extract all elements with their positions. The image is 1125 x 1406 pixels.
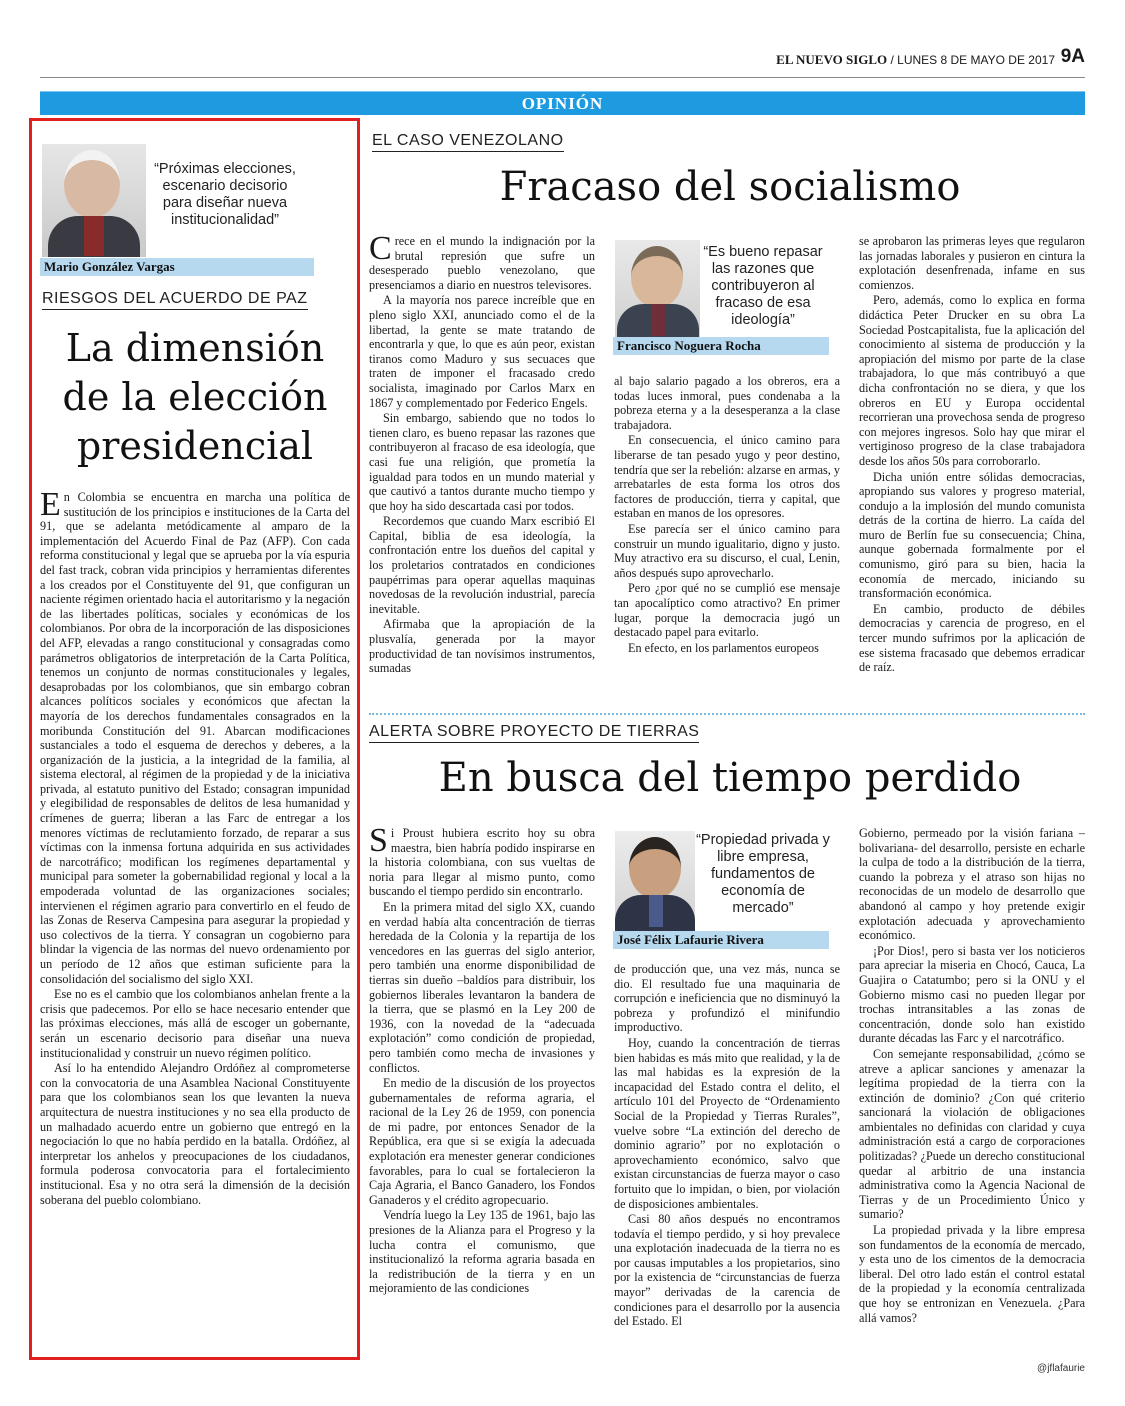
paragraph: En la primera mitad del siglo XX, cuando en verdad había alta concentración de tierras heredada de la Colonia y la repartija de los vencedores en las guerras del siglo anterior, pero también una enorme disponibilidad de tierras sin dueño –baldíos para distribuir, los gobiernos liberales levantaron la bandera de la tierra, que se plasmó en la Ley 200 de 1936, con la novedad de la “adecuada explotación” como condición de propiedad, pero también como mecha de invasiones y conflictos. bbox=[369, 899, 595, 1075]
issue-date: / LUNES 8 DE MAYO DE 2017 bbox=[887, 53, 1055, 67]
paragraph: Pero ¿por qué no se cumplió ese mensaje tan apocalíptico como atractivo? En primer lugar, porque la democracia jugó un destacado papel para evitarlo. bbox=[614, 581, 840, 640]
paragraph: Casi 80 años después no encontramos todavía el tiempo perdido, y si hoy prevalece una explotación inadecuada de la tierra no es por causas imputables a los propietarios, sino por la existencia de “circunstancias de fuerza mayor” derivadas de la carencia de condiciones para el desarrollo por la ausencia del Estado. El bbox=[614, 1212, 840, 1329]
drop-cap: C bbox=[369, 234, 392, 267]
author-photo-lafaurie bbox=[615, 831, 695, 931]
article-body-col2 bbox=[614, 962, 840, 1352]
pull-quote: “Propiedad privada y libre empresa, fundamentos de economía de mercado” bbox=[696, 832, 830, 916]
drop-cap: E bbox=[40, 490, 61, 523]
kicker: RIESGOS DEL ACUERDO DE PAZ bbox=[42, 290, 308, 310]
author-name-bar: José Félix Lafaurie Rivera bbox=[613, 931, 829, 949]
article-divider bbox=[369, 713, 1085, 715]
paragraph: En medio de la discusión de los proyectos gubernamentales de reforma agraria, el racional de la Ley 26 de 1959, con ponencia de mi padre, por entonces Senador de la República, era que si se exigía la adecuada explotación era menester generar condiciones favorables, para lo cual se fortalecieron la Caja Agraria, el Banco Ganadero, los Fondos Ganaderos y el crédito agropecuario. bbox=[369, 1076, 595, 1207]
author-name-bar: Mario González Vargas bbox=[40, 258, 314, 276]
paragraph bbox=[369, 234, 595, 292]
paragraph: La propiedad privada y la libre empresa son fundamentos de la economía de mercado, y esta uno de los cimentos de la democracia liberal. Del otro lado están el control estatal de la propiedad y la economía centralizada que hoy se entronizan en Venezuela. ¿Para allá vamos? bbox=[859, 1223, 1085, 1325]
article-body-col1 bbox=[369, 234, 595, 694]
paragraph: En consecuencia, el único camino para liberarse de tan pesado yugo y peor destino, tendría que ser la rebelión: alzarse en armas, y arrebatarles de esta forma los otros dos factores de producción, tierra y capital, que estaban en manos de los opresores. bbox=[614, 433, 840, 521]
paragraph: Vendría luego la Ley 135 de 1961, bajo las presiones de la Alianza para el Progreso y la lucha contra el comunismo, que institucionalizó la reforma agraria basada en la redistribución de la tierra y en un mejoramiento de las condiciones bbox=[369, 1208, 595, 1296]
headline: Fracaso del socialismo bbox=[499, 164, 961, 210]
masthead-date bbox=[776, 52, 1055, 68]
pull-quote: “Próximas elecciones, escenario decisorio para diseñar nueva institucionalidad” bbox=[154, 161, 296, 228]
pull-quote: “Es bueno repasar las razones que contribuyeron al fracaso de esa ideología” bbox=[703, 244, 823, 328]
paragraph: Afirmaba que la apropiación de la plusvalía, generada por la mayor productividad de tan novísimos instrumentos, sumadas bbox=[369, 617, 595, 676]
paragraph: Pero, además, como lo explica en forma didáctica Peter Drucker en su obra La Sociedad Postcapitalista, fue la aplicación del conocimiento al sistema de producción y la apropiación del mismo por parte de la clase trabajadora, lo que más contribuyó a que dicha confrontación no se diera, y que los obreros en EU y Europa occidental recorrieran una provechosa senda de progreso con mejores ingresos. Solo hay que mirar el vertiginoso progreso de la clase trabajadora desde los años 50s para corroborarlo. bbox=[859, 293, 1085, 468]
paragraph: Hoy, cuando la concentración de tierras bien habidas es más mito que realidad, y la de las mal habidas es la expresión de la incapacidad del Estado contra el delito, el artículo 101 del Proyecto de “Ordenamiento Social de la Propiedad y Tierras Rurales”, vuelve sobre “La extinción del derecho de dominio agrario” por no explotación o aprovechamiento económico, salvo que existan circunstancias de fuerza mayor o caso fortuito que lo impidan, o bien, por violación de disposiciones ambientales. bbox=[614, 1035, 840, 1211]
article-body bbox=[40, 490, 350, 1350]
article-body-col1 bbox=[369, 826, 595, 1352]
paragraph: Recordemos que cuando Marx escribió El Capital, biblia de esa ideología, la confrontación entre los dueños del capital y los proletarios contratados en condiciones paupérrimas para operar aquellas maquinas novedosas de la revolución industrial, parecía inevitable. bbox=[369, 514, 595, 616]
paragraph: se aprobaron las primeras leyes que regularon las jornadas laborales y pusieron en cintura la explotación desenfrenada, infame en sus comienzos. bbox=[859, 234, 1085, 292]
section-title: OPINIÓN bbox=[521, 94, 604, 113]
paragraph bbox=[40, 490, 350, 986]
paragraph: Con semejante responsabilidad, ¿cómo se atreve a aplicar sanciones y amenazar la legítima propiedad de la tierra con la extinción de dominio? ¿Con qué criterio sancionará la violación de obligaciones ambientales no definidas con claridad y cuya administración está a cargo de corporaciones politizadas? ¿Puede un derecho constitucional quedar al arbitrio de una instancia administrativa como la Agencia Nacional de Tierras y de un Procedimiento Único y sumario? bbox=[859, 1046, 1085, 1222]
drop-cap: S bbox=[369, 826, 388, 859]
paragraph: Ese parecía ser el único camino para construir un mundo igualitario, digno y justo. Muy atractivo era su discurso, el cual, Lenin, años después supo aprovecharlo. bbox=[614, 521, 840, 580]
paragraph: Sin embargo, sabiendo que no todos lo tienen claro, es bueno repasar las razones que contribuyeron al fracaso de esa ideología, que casi fue una religión, que prometía la igualdad para todos en un mundo material y que cautivó a tantos durante mucho tiempo y que hoy ha sido descartada casi por todos. bbox=[369, 411, 595, 513]
paragraph: En efecto, en los parlamentos europeos bbox=[628, 640, 819, 655]
paragraph: Gobierno, permeado por la visión fariana –bolivariana- del desarrollo, persiste en echarle la culpa de todo a la distribución de la tierra, cuando la pobreza y el atraso son hijas no reconocidas de un modelo de desarrollo que abandonó al campo y hoy pretende exigir explotación adecuada y aprovechamiento económico. bbox=[859, 826, 1085, 943]
paragraph: Dicha unión entre sólidas democracias, apropiando sus valores y progreso material, condujo a la implosión del mundo comunista detrás de la cortina de hierro. La caída del muro de Berlín fue su consecuencia; China, aunque gobernada formalmente por el comunismo, giró para su bien, hacia la economía de mercado, iniciando su transformación económica. bbox=[859, 469, 1085, 601]
paragraph: de producción que, una vez más, nunca se dio. El resultado fue una maquinaria de corrupción e ineficiencia que no disminuyó la pobreza y profundizó el minifundio improductivo. bbox=[614, 962, 840, 1035]
headline: En busca del tiempo perdido bbox=[438, 755, 1022, 801]
paragraph: Así lo ha entendido Alejandro Ordóñez al comprometerse con la convocatoria de una Asamblea Nacional Constituyente para que los colombianos sean los que levanten la nueva arquitectura de nuestra instituciones y no sea ella producto de un malhadado acuerdo entre un gobierno que entregó en la negociación lo que no había perdido en la batalla. Ordóñez, al interpretar los anhelos y preocupaciones de los ciudadanos, formula poderosa convocatoria para el fortalecimiento institucional. Esa y no otra será la dimensión de la decisión soberana del pueblo colombiano. bbox=[40, 1061, 350, 1207]
paragraph bbox=[369, 826, 595, 899]
headline: La dimensión de la elección presidencial bbox=[62, 326, 328, 468]
paragraph: al bajo salario pagado a los obreros, era a todas luces inmoral, pues condenaba a la pobreza eterna y a la desesperanza a la clase trabajadora. bbox=[614, 374, 840, 432]
author-photo-gonzalez bbox=[42, 144, 146, 257]
author-name-bar: Francisco Noguera Rocha bbox=[613, 337, 829, 355]
twitter-handle[interactable]: @jflafaurie bbox=[1037, 1363, 1085, 1374]
paragraph: Ese no es el cambio que los colombianos anhelan frente a la crisis que padecemos. Por ello se hace necesario entender que las próximas elecciones, más allá de escoger un gobernante, serán un escenario decisorio para diseñar una nueva institucionalidad y construir un nuevo régimen político. bbox=[40, 987, 350, 1060]
author-photo-noguera bbox=[615, 240, 700, 340]
section-bar bbox=[40, 91, 1085, 115]
paper-name: EL NUEVO SIGLO bbox=[776, 52, 888, 67]
masthead bbox=[40, 48, 1085, 78]
paragraph-text: rece en el mundo la indignación por la brutal represión que sufre un desesperado pueblo venezolano, que presenciamos a diario en nuestros televisores. bbox=[369, 234, 595, 292]
page-number: 9A bbox=[1060, 46, 1085, 67]
paragraph-text: i Proust hubiera escrito hoy su obra maestra, bien habría podido inspirarse en la historia colombiana, con sus vueltas de noria para llegar al mismo punto, como buscando el tiempo perdido sin encontrarlo. bbox=[369, 826, 595, 899]
article-body-col3 bbox=[859, 826, 1085, 1360]
paragraph-text: n Colombia se encuentra en marcha una política de sustitución de los principios e instituciones de la Carta del 91, que se adelanta metódicamente al amparo de la implementación del Acuerdo Final de Paz (AFP). Con cada reforma constitucional y legal que se aprueba por la vía espuria del fast track, cobran vida principios y herramientas diferentes a los creados por el Constituyente del 91, que configuran un naciente régimen orientado hacia el autoritarismo y la negación de las libertades políticas, sociales y económicas de los colombianos. Por obra de la incorporación de las disposiciones del AFP, elevadas a rango constitucional y consagradas como parámetros obligatorios de interpretación de la Carta Política, tenemos un conjunto de normas constitucionales y legales, desaprobadas por los colombianos, que sin embargo cobran alcances políticos sociales y económicos que afectan la mayoría de los derechos fundamentales consagrados en la moribunda Constitución del 91. Abarcan modificaciones sustanciales a todo el esquema de derechos y deberes, a la organización de la justicia, a la integridad de la familia, al sistema electoral, al régimen de la propiedad y de la iniciativa privada, al estatuto punitivo del Estado; consagran impunidad y elegibilidad de responsables de delitos de lesa humanidad y crímenes de guerra; liberan a las Farc de entregar a los menores víctimas de reclutamiento forzado, de reparar a sus víctimas con la inmensa fortuna adquirida en sus actividades de narcotráfico; modifican los regímenes departamental y municipal para someter la gobernabilidad regional y local a la empoderada voluntad de las organizaciones sociales; intervienen el régimen agrario para convertirlo en el feudo de las Zonas de Reserva Campesina para asegurar la propiedad y uso colectivos de la tierra. Y consagran un cogobierno para blindar la vigencia de las normas del nuevo ordenamiento por un período de 12 años que estiman suficiente para la consolidación del socialismo del siglo XXI. bbox=[40, 490, 350, 986]
kicker: EL CASO VENEZOLANO bbox=[372, 132, 564, 152]
paragraph: ¡Por Dios!, pero si basta ver los noticieros para apreciar la miseria en Chocó, Cauca, La Guajira o Catatumbo; pero si la ONU y el Gobierno mismo casi no pueden llegar por trochas intransitables a las zonas de concentración, donde solo han existido durante décadas las Farc y el narcotráfico. bbox=[859, 943, 1085, 1046]
article-body-col3 bbox=[859, 234, 1085, 694]
article-body-col2 bbox=[614, 374, 840, 694]
paragraph: A la mayoría nos parece increíble que en pleno siglo XXI, anunciado como el de la libertad, la gente se mate tratando de encontrarla y que, lo que es aún peor, existan tiranos como Maduro y sus secuaces que traten de imponer el fracasado credo socialista, imaginado por Carlos Marx en 1867 y complementado por Federico Engels. bbox=[369, 293, 595, 410]
kicker: ALERTA SOBRE PROYECTO DE TIERRAS bbox=[369, 723, 699, 743]
paragraph: En cambio, producto de débiles democracias y carencia de progreso, en el tercer mundo sufrimos por la aplicación de ese sistema fracasado que debemos erradicar de raíz. bbox=[859, 601, 1085, 675]
